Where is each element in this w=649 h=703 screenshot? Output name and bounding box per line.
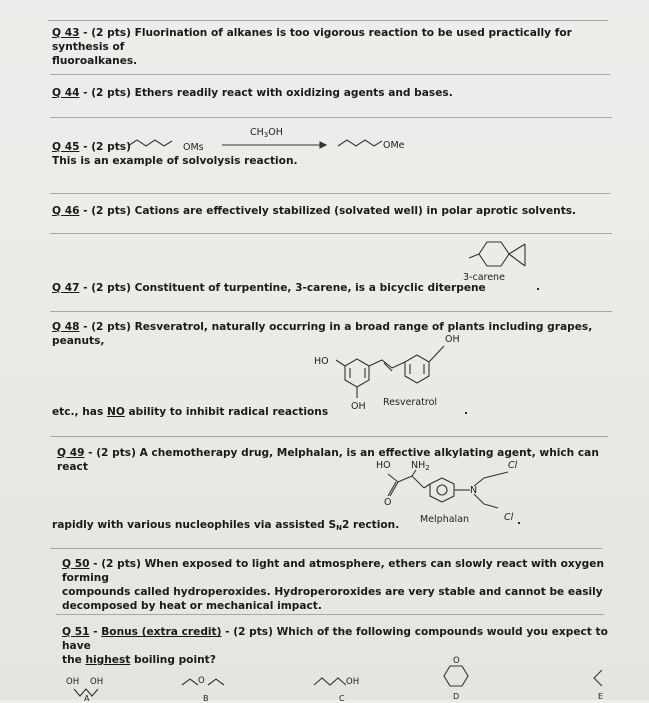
- option-b-letter: B: [203, 694, 209, 703]
- divider-45: [50, 193, 610, 194]
- question-47-end: .: [536, 281, 541, 293]
- question-48-text-line1: - (2 pts) Resveratrol, naturally occurring in a broad range of plants including grapes, peanuts,: [52, 321, 593, 347]
- divider-50: [56, 614, 604, 615]
- reagent-subscript: 3: [263, 131, 269, 139]
- question-45-number: Q 45: [52, 141, 80, 153]
- question-51-text-b: boiling point?: [130, 654, 216, 666]
- question-43: [52, 26, 622, 68]
- option-e-structure: [590, 668, 610, 692]
- reactant-structure: [128, 136, 188, 152]
- reactant-label-oms: OMs: [183, 142, 204, 153]
- option-d-ring-structure: [444, 664, 472, 688]
- question-45-points: - (2 pts): [79, 141, 131, 153]
- question-51-highest: highest: [85, 654, 131, 666]
- question-51-text-line1: - (2 pts) Which of the following compounds would you expect to have: [62, 626, 608, 652]
- melphalan-cl2: Cl: [504, 512, 514, 523]
- question-48-number: Q 48: [52, 321, 80, 333]
- option-d-oxygen: O: [453, 656, 460, 666]
- reagent-oh: OH: [268, 127, 283, 138]
- melphalan-nh: NH: [411, 460, 426, 471]
- option-d-letter: D: [453, 692, 460, 701]
- question-47-number: Q 47: [52, 282, 80, 294]
- carene-label: 3-carene: [463, 272, 505, 283]
- question-51-text-a: the: [62, 654, 86, 666]
- melphalan-cl1: Cl: [508, 460, 518, 471]
- resveratrol-oh-top: OH: [445, 334, 460, 345]
- melphalan-n: N: [470, 485, 478, 496]
- question-43-number: Q 43: [52, 27, 80, 39]
- question-48-text-a: etc., has: [52, 406, 107, 418]
- option-e-letter: E: [598, 692, 604, 701]
- divider-48: [50, 436, 608, 437]
- question-44: [52, 86, 453, 100]
- product-label-ome: OMe: [383, 140, 405, 151]
- question-43-text-line1: - (2 pts) Fluorination of alkanes is too vigorous reaction to be used practically for synthesis of: [52, 27, 572, 53]
- option-b-oxygen: O: [198, 676, 205, 686]
- question-48-line2: [52, 405, 328, 419]
- question-51-bonus: Bonus (extra credit): [101, 626, 222, 638]
- divider-43: [50, 74, 610, 75]
- question-48-end: .: [464, 405, 469, 417]
- question-50-number: Q 50: [62, 558, 90, 570]
- option-c-letter: C: [339, 694, 345, 703]
- question-46-text: - (2 pts) Cations are effectively stabilized (solvated well) in polar aprotic solvents.: [79, 205, 577, 217]
- question-49-text-a: rapidly with various nucleophiles via assisted S: [52, 519, 337, 531]
- resveratrol-oh-bottom: OH: [351, 401, 366, 412]
- question-49-line1: [57, 446, 627, 474]
- option-a-letter: A: [84, 694, 90, 703]
- question-49-end: .: [517, 515, 522, 527]
- melphalan-ho: HO: [376, 460, 391, 471]
- melphalan-o: O: [384, 497, 392, 508]
- melphalan-nh-sub: 2: [425, 464, 430, 472]
- question-49-sn-sub: N: [336, 524, 342, 532]
- divider-44: [50, 117, 612, 118]
- question-49-text-b: 2 rection.: [341, 519, 400, 531]
- melphalan-structure: [378, 470, 518, 515]
- resveratrol-label: Resveratrol: [383, 397, 438, 408]
- divider-47: [50, 311, 612, 312]
- question-47-text: - (2 pts) Constituent of turpentine, 3-carene, is a bicyclic diterpene: [79, 282, 486, 294]
- question-50-text-line2: compounds called hydroperoxides. Hydroperoroxides are very stable and cannot be easily: [62, 586, 603, 598]
- option-a-oh2: OH: [90, 677, 104, 687]
- question-46-number: Q 46: [52, 205, 80, 217]
- question-51-dash: -: [89, 626, 102, 638]
- question-49-line2: [52, 518, 399, 535]
- question-49-number: Q 49: [57, 447, 85, 459]
- question-46: [52, 204, 576, 218]
- question-48-text-b: ability to inhibit radical reactions: [124, 406, 329, 418]
- question-45-text: This is an example of solvolysis reaction.: [52, 155, 298, 167]
- question-50: [62, 557, 622, 613]
- question-48-no: NO: [106, 406, 125, 418]
- divider-49: [50, 548, 602, 549]
- question-51-number: Q 51: [62, 626, 90, 638]
- question-49-text-line1: - (2 pts) A chemotherapy drug, Melphalan, is an effective alkylating agent, which can react: [57, 447, 599, 473]
- question-44-text: - (2 pts) Ethers readily react with oxidizing agents and bases.: [79, 87, 453, 99]
- divider-top: [48, 20, 608, 21]
- question-44-number: Q 44: [52, 87, 80, 99]
- option-c-oh: OH: [346, 677, 360, 687]
- reaction-arrow-icon: [222, 140, 327, 150]
- reagent-label: [250, 127, 283, 139]
- question-50-text-line1: - (2 pts) When exposed to light and atmosphere, ethers can slowly react with oxygen forming: [62, 558, 604, 584]
- question-51: [62, 625, 622, 667]
- divider-46: [50, 233, 612, 234]
- option-b-structure: [180, 671, 230, 691]
- melphalan-label: Melphalan: [420, 514, 470, 525]
- question-50-text-line3: decomposed by heat or mechanical impact.: [62, 600, 322, 612]
- question-47: [52, 281, 486, 295]
- resveratrol-ho: HO: [314, 356, 329, 367]
- reagent-ch: CH: [250, 127, 264, 138]
- question-43-text-line2: fluoroalkanes.: [52, 55, 138, 67]
- carene-structure: [467, 238, 527, 272]
- option-a-oh1: OH: [66, 677, 80, 687]
